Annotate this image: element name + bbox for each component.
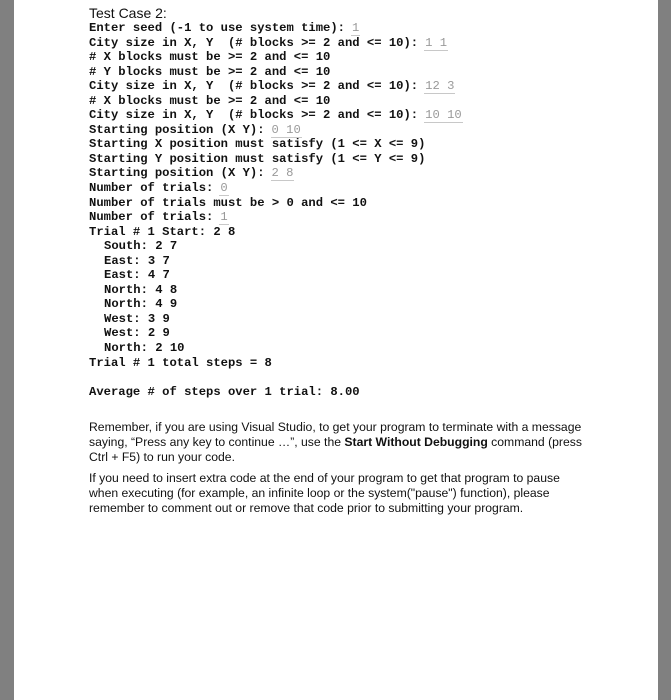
console-text: North: 4 9 bbox=[104, 297, 178, 312]
console-text: Number of trials: bbox=[89, 181, 214, 196]
console-text: West: 2 9 bbox=[104, 326, 170, 341]
pause-code-note: If you need to insert extra code at the end of your program to get that program to pause when executing (for example, an infinite loop or the system("pause") function), please remember to comment out or remove that code prior to submitting your program. bbox=[89, 471, 560, 515]
console-text: # X blocks must be >= 2 and <= 10 bbox=[89, 50, 331, 65]
console-text: Number of trials must be > 0 and <= 10 bbox=[89, 195, 367, 210]
console-text: Starting position (X Y): bbox=[89, 122, 265, 137]
console-line bbox=[89, 268, 463, 283]
user-input-value: 0 10 bbox=[271, 122, 301, 137]
console-text: Number of trials: bbox=[89, 210, 214, 225]
console-line bbox=[89, 50, 463, 65]
console-text: North: 4 8 bbox=[104, 282, 178, 297]
console-text: City size in X, Y (# blocks >= 2 and <= 10): bbox=[89, 108, 419, 123]
console-line bbox=[89, 239, 463, 254]
console-text: Trial # 1 total steps = 8 bbox=[89, 355, 272, 370]
console-text: Starting X position must satisfy (1 <= X <= 9) bbox=[89, 137, 426, 152]
console-text: West: 3 9 bbox=[104, 311, 170, 326]
console-line bbox=[89, 254, 463, 269]
user-input-value: 1 bbox=[220, 210, 228, 225]
console-text: # Y blocks must be >= 2 and <= 10 bbox=[89, 64, 331, 79]
user-input-value: 2 8 bbox=[271, 166, 294, 181]
console-line bbox=[89, 108, 463, 123]
console-text: East: 3 7 bbox=[104, 253, 170, 268]
console-line bbox=[89, 137, 463, 152]
console-line bbox=[89, 196, 463, 211]
console-line bbox=[89, 283, 463, 298]
visual-studio-note-text-b: command (press Ctrl + F5) to run your code. bbox=[89, 435, 582, 464]
console-text: Starting Y position must satisfy (1 <= Y <= 9) bbox=[89, 151, 426, 166]
instructions bbox=[89, 420, 582, 522]
user-input-value: 1 1 bbox=[425, 35, 448, 50]
test-case-heading: Test Case 2: bbox=[89, 5, 167, 21]
console-line bbox=[89, 312, 463, 327]
console-line bbox=[89, 385, 463, 400]
user-input-value: 12 3 bbox=[425, 79, 455, 94]
console-text: Starting position (X Y): bbox=[89, 166, 265, 181]
console-line bbox=[89, 356, 463, 371]
console-line bbox=[89, 21, 463, 36]
console-text: # X blocks must be >= 2 and <= 10 bbox=[89, 93, 331, 108]
blank-line bbox=[89, 370, 463, 385]
console-text: Trial # 1 Start: 2 8 bbox=[89, 224, 236, 239]
console-line bbox=[89, 94, 463, 109]
user-input-value: 10 10 bbox=[425, 108, 462, 123]
console-line bbox=[89, 326, 463, 341]
console-text: Enter seed (-1 to use system time): bbox=[89, 21, 345, 35]
console-text: East: 4 7 bbox=[104, 268, 170, 283]
document-page bbox=[14, 0, 658, 700]
visual-studio-note-text-a: Remember, if you are using Visual Studio, to get your program to terminate with a message saying, “Press any key to continue …”, use the bbox=[89, 420, 582, 449]
user-input-value: 0 bbox=[220, 181, 228, 196]
start-without-debugging-term: Start Without Debugging bbox=[344, 435, 488, 449]
console-line bbox=[89, 152, 463, 167]
console-line bbox=[89, 341, 463, 356]
console-text: City size in X, Y (# blocks >= 2 and <= 10): bbox=[89, 79, 419, 94]
console-text: South: 2 7 bbox=[104, 239, 178, 254]
console-line bbox=[89, 225, 463, 240]
console-line bbox=[89, 36, 463, 51]
visual-studio-note bbox=[89, 420, 582, 465]
console-output bbox=[89, 21, 463, 399]
console-line bbox=[89, 123, 463, 138]
console-line bbox=[89, 79, 463, 94]
console-text: Average # of steps over 1 trial: 8.00 bbox=[89, 384, 360, 399]
console-line bbox=[89, 65, 463, 80]
console-text: City size in X, Y (# blocks >= 2 and <= 10): bbox=[89, 35, 419, 50]
user-input-value: 1 bbox=[351, 21, 360, 35]
console-line bbox=[89, 297, 463, 312]
console-line bbox=[89, 166, 463, 181]
console-line bbox=[89, 181, 463, 196]
console-line bbox=[89, 210, 463, 225]
console-text: North: 2 10 bbox=[104, 341, 185, 356]
